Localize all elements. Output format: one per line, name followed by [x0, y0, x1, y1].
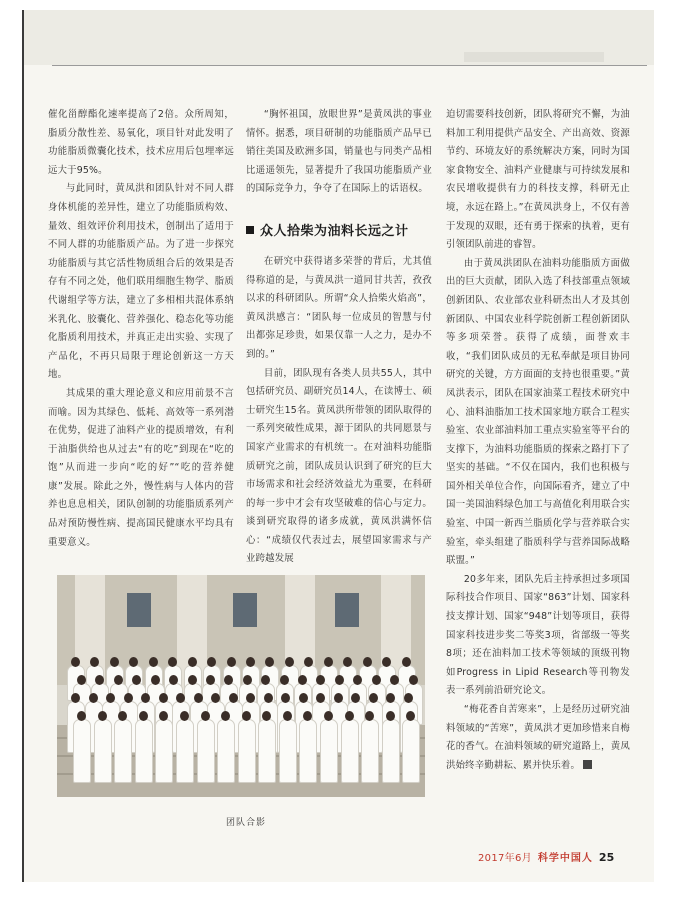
group-photo: [57, 575, 425, 797]
person-figure: [94, 719, 112, 783]
person-figure: [402, 719, 420, 783]
person-figure: [341, 719, 359, 783]
page-number: 25: [598, 851, 615, 864]
text-column-2: [246, 106, 432, 569]
paragraph: “胸怀祖国，放眼世界”是黄凤洪的事业情怀。据悉，项目研制的功能脂质产品早已销往美国及欧洲多国，销量也与同类产品相比遥遥领先，显著提升了我国功能脂质产业的国际竞争力，争夺了在国际上的话语权。: [246, 109, 432, 195]
paragraph: 与此同时，黄凤洪和团队针对不同人群身体机能的差异性，建立了功能脂质构效、量效、组效评价利用技术，创制出了适用于不同人群的功能脂质产品。为了进一步探究功能脂质与其它活性物质组合后的效果是否存有不同之处，他们联用细胞生物学、脂质代谢组学等方法，建立了多相相共混体系纳米乳化、胶囊化、营养强化、稳态化等功能化脂质利用技术，并真正走出实验、实现了产品化，不再只局限于理论创新这一方天地。: [48, 183, 234, 381]
person-figure: [238, 719, 256, 783]
magazine-name: 科学中国人: [537, 853, 593, 864]
section-heading: [246, 223, 432, 241]
person-figure: [217, 719, 235, 783]
paragraph: [446, 701, 630, 775]
person-figure: [279, 719, 297, 783]
person-figure: [382, 719, 400, 783]
page-footer: [478, 849, 614, 864]
person-figure: [197, 719, 215, 783]
paragraph: 目前，团队现有各类人员共55人，其中包括研究员、副研究员14人，在读博士、硕士研究生15名。黄凤洪所带领的团队取得的一系列突破性成果，源于团队的共同愿景与国家产业需求的有机统一。在对油料功能脂质研究之前，团队成员认识到了研究的巨大市场需求和社会经济效益尤为重要，在科研的每一步中才会有攻坚破难的信心与定力。谈到研究取得的诸多成就，黄凤洪满怀信心：“成绩仅代表过去，展望国家需求与产业跨越发展: [246, 367, 432, 565]
paragraph: 由于黄凤洪团队在油料功能脂质方面做出的巨大贡献，团队入选了科技部重点领域创新团队、农业部农业科研杰出人才及其创新团队、中国农业科学院创新工程创新团队等多项荣誉。获得了成绩，面誉欢丰收，“我们团队成员的无私奉献是项目协同研究的关键，方方面面的支持也很重要。”黄凤洪表示，团队在国家油菜工程技术研究中心、油料油脂加工技术国家地方联合工程实验室、农业部油料加工重点实验室等平台的支撑下，为油料功能脂质的探索之路打下了坚实的基础。“不仅在国内，我们也积极与国外相关单位合作，向国际看齐，建立了中国一美国油料绿色加工与高值化利用联合实验室、中国一新西兰脂质化学与营养联合实验室，牵头组建了脂质科学与营养国际战略联盟。”: [446, 257, 630, 567]
person-figure: [320, 719, 338, 783]
header-ghost-text: [464, 52, 604, 62]
person-figure: [361, 719, 379, 783]
heading-square-icon: [246, 226, 254, 234]
issue-date: 2017年6月: [478, 853, 532, 864]
window: [233, 593, 257, 627]
person-figure: [176, 719, 194, 783]
person-figure: [155, 719, 173, 783]
window: [127, 593, 151, 627]
person-figure: [299, 719, 317, 783]
text-column-1: [48, 106, 234, 552]
paragraph: 迫切需要科技创新，团队将研究不懈，为油料加工利用提供产品安全、产出高效、资源节约、环境友好的系统解决方案，同时为国家食物安全、油料产业健康与可持续发展和农民增收提供有力的科技支撑，科研无止境，永远在路上。”在黄凤洪身上，不仅有善于发现的双眼，还有勇于探索的执着，更有引领团队前进的睿智。: [446, 109, 630, 251]
header-rule: [52, 65, 647, 66]
person-figure: [114, 719, 132, 783]
paragraph: 其成果的重大理论意义和应用前景不言而喻。因为其绿色、低耗、高效等一系列潜在优势，促进了油料产业的提质增效，有利于油脂供给也从过去“有的吃”到现在“吃的饱”从而进一步向“吃的好”“吃的营养健康”发展。除此之外，慢性病与人体内的营养也息息相关，团队创制的功能脂质系列产品对预防慢性病、提高国民健康水平均具有重要意义。: [48, 387, 234, 548]
paragraph: 在研究中获得诸多荣誉的背后，尤其值得称道的是，与黄凤洪一道同甘共苦，孜孜以求的科研团队。所谓“众人拾柴火焰高”，黄凤洪感言：“团队每一位成员的智慧与付出都弥足珍贵，如果仅靠一人之力，是办不到的。”: [246, 255, 432, 360]
paragraph: 催化甾醇酯化速率提高了2倍。众所周知，脂质分散性差、易氧化，项目针对此发明了功能脂质微囊化技术，技术应用后包埋率远远大于95%。: [48, 109, 234, 176]
photo-caption: 团队合影: [226, 818, 267, 828]
person-figure: [258, 719, 276, 783]
person-figure: [135, 719, 153, 783]
closing-paragraph-text: “梅花香自苦寒来”，上是经历过研究油料领域的“苦寒”，黄凤洪才更加珍惜来自梅花的香气。在油料领域的研究道路上，黄凤洪始终辛勤耕耘、累并快乐着。: [446, 704, 630, 771]
end-mark-icon: [583, 760, 592, 769]
window: [335, 593, 359, 627]
section-heading-text: 众人拾柴为油料长远之计: [260, 223, 409, 239]
paragraph: 20多年来，团队先后主持承担过多项国际科技合作项目、国家“863”计划、国家科技支撑计划、国家“948”计划等项目，获得国家科技进步奖二等奖3项，省部级一等奖8项；还在油料加工技术等领域的顶级刊物如Progress in Lipid Research等刊物发表一系列前沿研究论文。: [446, 573, 630, 697]
person-figure: [73, 719, 91, 783]
text-column-3: [446, 106, 630, 775]
people-group: [63, 655, 423, 785]
